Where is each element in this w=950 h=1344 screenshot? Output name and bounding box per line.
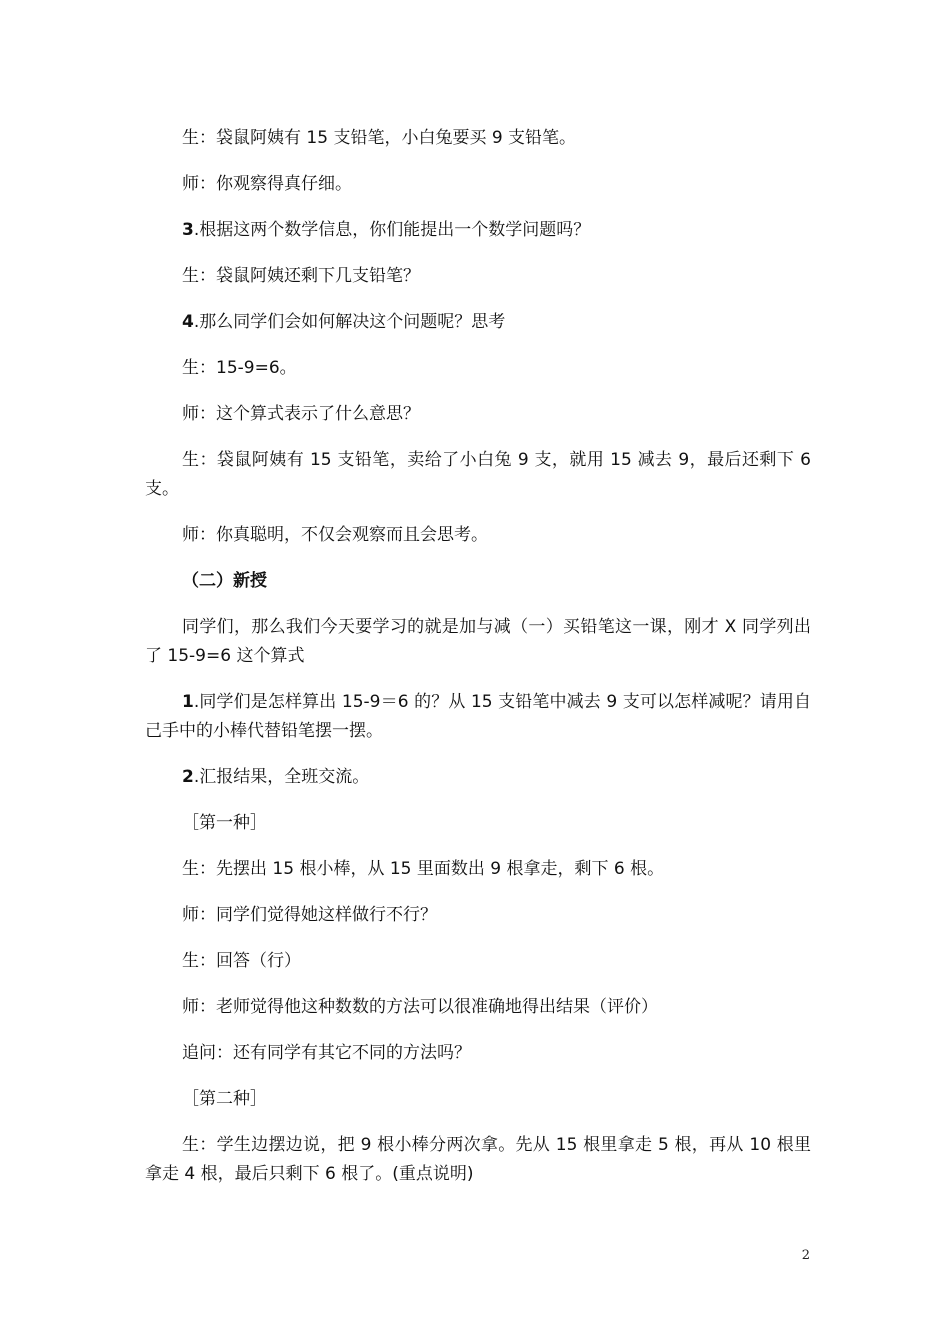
paragraph-number: 4: [182, 312, 194, 332]
paragraph: [145, 855, 811, 884]
paragraph: [145, 124, 811, 153]
paragraph-text: ［第一种］: [182, 813, 267, 833]
paragraph: [145, 446, 811, 504]
paragraph: [145, 170, 811, 199]
paragraph: [145, 308, 811, 337]
paragraph-text: 生：15-9=6。: [182, 358, 297, 378]
paragraph-text: ［第二种］: [182, 1089, 267, 1109]
paragraph-text: .那么同学们会如何解决这个问题呢？思考: [193, 312, 506, 332]
paragraph-text: 生：袋鼠阿姨有 15 支铅笔，卖给了小白兔 9 支，就用 15 减去 9，最后还剩下 6 支。: [145, 450, 811, 499]
paragraph-text: 师：这个算式表示了什么意思？: [182, 404, 420, 424]
paragraph: [145, 521, 811, 550]
paragraph: [145, 688, 811, 746]
paragraph: [145, 763, 811, 792]
paragraph: [145, 947, 811, 976]
paragraph-text: .汇报结果，全班交流。: [193, 767, 370, 787]
paragraph-text: 生：袋鼠阿姨还剩下几支铅笔？: [182, 266, 420, 286]
paragraph-text: 师：同学们觉得她这样做行不行？: [182, 905, 437, 925]
paragraph-number: 1: [182, 692, 194, 712]
paragraph: [145, 993, 811, 1022]
document-body: [145, 124, 811, 1206]
paragraph: [145, 400, 811, 429]
paragraph-text: 追问：还有同学有其它不同的方法吗？: [182, 1043, 471, 1063]
paragraph-text: 师：你真聪明，不仅会观察而且会思考。: [182, 525, 488, 545]
paragraph: [145, 1085, 811, 1114]
page-number: 2: [801, 1248, 810, 1263]
paragraph-text: 生：先摆出 15 根小棒，从 15 里面数出 9 根拿走，剩下 6 根。: [182, 859, 665, 879]
paragraph-text: 同学们，那么我们今天要学习的就是加与减（一）买铅笔这一课，刚才 X 同学列出了 15-9=6 这个算式: [145, 617, 811, 666]
paragraph-text: .同学们是怎样算出 15-9＝6 的？从 15 支铅笔中减去 9 支可以怎样减呢？请用自己手中的小棒代替铅笔摆一摆。: [145, 692, 811, 741]
paragraph: [145, 262, 811, 291]
paragraph-text: 师：老师觉得他这种数数的方法可以很准确地得出结果（评价）: [182, 997, 658, 1017]
paragraph-text: 生：回答（行）: [182, 951, 301, 971]
paragraph: [145, 1131, 811, 1189]
paragraph: [145, 216, 811, 245]
paragraph: [145, 901, 811, 930]
paragraph: [145, 613, 811, 671]
paragraph: [145, 354, 811, 383]
paragraph: [145, 809, 811, 838]
paragraph-text: .根据这两个数学信息，你们能提出一个数学问题吗？: [193, 220, 591, 240]
paragraph-text: 生：袋鼠阿姨有 15 支铅笔，小白兔要买 9 支铅笔。: [182, 128, 577, 148]
paragraph-number: 2: [182, 767, 194, 787]
section-heading: （二）新授: [182, 571, 267, 591]
paragraph: [145, 1039, 811, 1068]
paragraph-text: 师：你观察得真仔细。: [182, 174, 352, 194]
paragraph-text: 生：学生边摆边说，把 9 根小棒分两次拿。先从 15 根里拿走 5 根，再从 10 根里拿走 4 根，最后只剩下 6 根了。(重点说明): [145, 1135, 811, 1184]
paragraph-number: 3: [182, 220, 194, 240]
